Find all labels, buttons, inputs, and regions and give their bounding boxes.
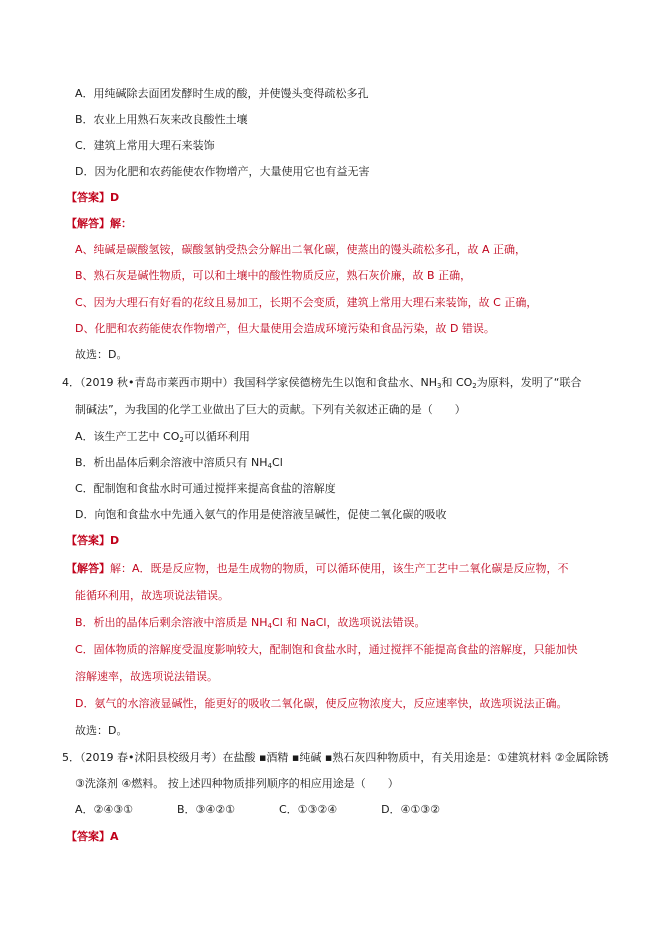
q4-option-a	[75, 430, 250, 444]
q4-stem-sub-co2: 2	[472, 382, 477, 390]
q4-stem-sub-nh3: 3	[436, 382, 442, 390]
q3-option-b: B．农业上用熟石灰来改良酸性土壤	[75, 113, 248, 126]
q4-explanation-d: D．氨气的水溶液显碱性，能更好的吸收二氧化碳，使反应物浓度大，反应速率快，故选项说法正确。	[75, 697, 568, 710]
q3-option-c: C．建筑上常用大理石来装饰	[75, 139, 215, 152]
q5-stem-line2: ③洗涤剂 ④燃料。 按上述四种物质排列顺序的相应用途是（ ）	[75, 777, 399, 790]
q3-option-d: D．因为化肥和农药能使农作物增产，大量使用它也有益无害	[75, 165, 370, 178]
q4-explanation-line2: 能循环利用，故选项说法错误。	[75, 589, 229, 602]
q3-explanation-c: C、因为大理石有好看的花纹且易加工，长期不会变质，建筑上常用大理石来装饰，故 C 正确，	[75, 296, 538, 309]
q3-conclusion: 故选：D。	[75, 348, 128, 361]
q3-explanation-heading: 【解答】解：	[66, 217, 132, 230]
q4-option-a-sub: 2	[179, 436, 184, 444]
q4-explanation-c2: 溶解速率，故选项说法错误。	[75, 670, 218, 683]
q4-stem-line1	[62, 376, 581, 390]
q4-explanation-heading: 【解答】	[66, 562, 110, 575]
q3-option-a: A．用纯碱除去面团发酵时生成的酸，并使馒头变得疏松多孔	[75, 87, 369, 100]
q5-stem-line1: 5．（2019 春•沭阳县校级月考）在盐酸 ▪酒精 ▪纯碱 ▪熟石灰四种物质中，有关用途是：①建筑材料 ②金属除锈	[62, 751, 609, 764]
q4-option-b-part2: Cl	[272, 456, 283, 469]
q3-explanation-d: D、化肥和农药能使农作物增产，但大量使用会造成环境污染和食品污染，故 D 错误。	[75, 322, 495, 335]
q4-stem-line2: 制碱法”，为我国的化学工业做出了巨大的贡献。下列有关叙述正确的是（ ）	[75, 403, 466, 416]
q5-answer: 【答案】A	[66, 830, 119, 843]
q4-option-b-part1: B．析出晶体后剩余溶液中溶质只有 NH	[75, 456, 268, 469]
q4-option-a-part2: 可以循环利用	[183, 430, 250, 443]
q4-answer: 【答案】D	[66, 534, 120, 547]
q4-explanation-a: 解：A．既是反应物，也是生成物的物质，可以循环使用，该生产工艺中二氧化碳是反应物，不	[110, 562, 569, 575]
q4-option-d: D．向饱和食盐水中先通入氨气的作用是使溶液呈碱性，促使二氧化碳的吸收	[75, 508, 447, 521]
q4-explanation-c1: C．固体物质的溶解度受温度影响较大，配制饱和食盐水时，通过搅拌不能提高食盐的溶解度，只能加快	[75, 643, 578, 656]
q3-explanation-a: A、纯碱是碳酸氢铵，碳酸氢钠受热会分解出二氧化碳，使蒸出的馒头疏松多孔，故 A 正确，	[75, 243, 527, 256]
q4-explanation-b-part2: Cl 和 NaCl，故选项说法错误。	[272, 616, 426, 629]
q4-option-b	[75, 456, 283, 470]
q4-option-a-part1: A．该生产工艺中 CO	[75, 430, 180, 443]
q4-explanation-b-sub: 4	[267, 622, 273, 630]
q4-explanation-b-part1: B．析出的晶体后剩余溶液中溶质是 NH	[75, 616, 268, 629]
q4-option-c: C．配制饱和食盐水时可通过搅拌来提高食盐的溶解度	[75, 482, 336, 495]
q3-explanation-b: B、熟石灰是碱性物质，可以和土壤中的酸性物质反应，熟石灰价廉，故 B 正确，	[75, 269, 472, 282]
q5-options: A．②④③① B．③④②① C．①③②④ D．④①③②	[75, 803, 441, 816]
q4-stem-part2: 和 CO	[441, 376, 473, 389]
q4-conclusion: 故选：D。	[75, 724, 128, 737]
q4-explanation-b	[75, 616, 425, 630]
q4-option-b-sub: 4	[267, 462, 273, 470]
q4-explanation-line1	[66, 562, 569, 576]
q4-stem-part3: 为原料，发明了“联合	[476, 376, 582, 389]
q3-answer: 【答案】D	[66, 191, 120, 204]
q4-stem-part1: 4．（2019 秋•青岛市莱西市期中）我国科学家侯德榜先生以饱和食盐水、NH	[62, 376, 437, 389]
